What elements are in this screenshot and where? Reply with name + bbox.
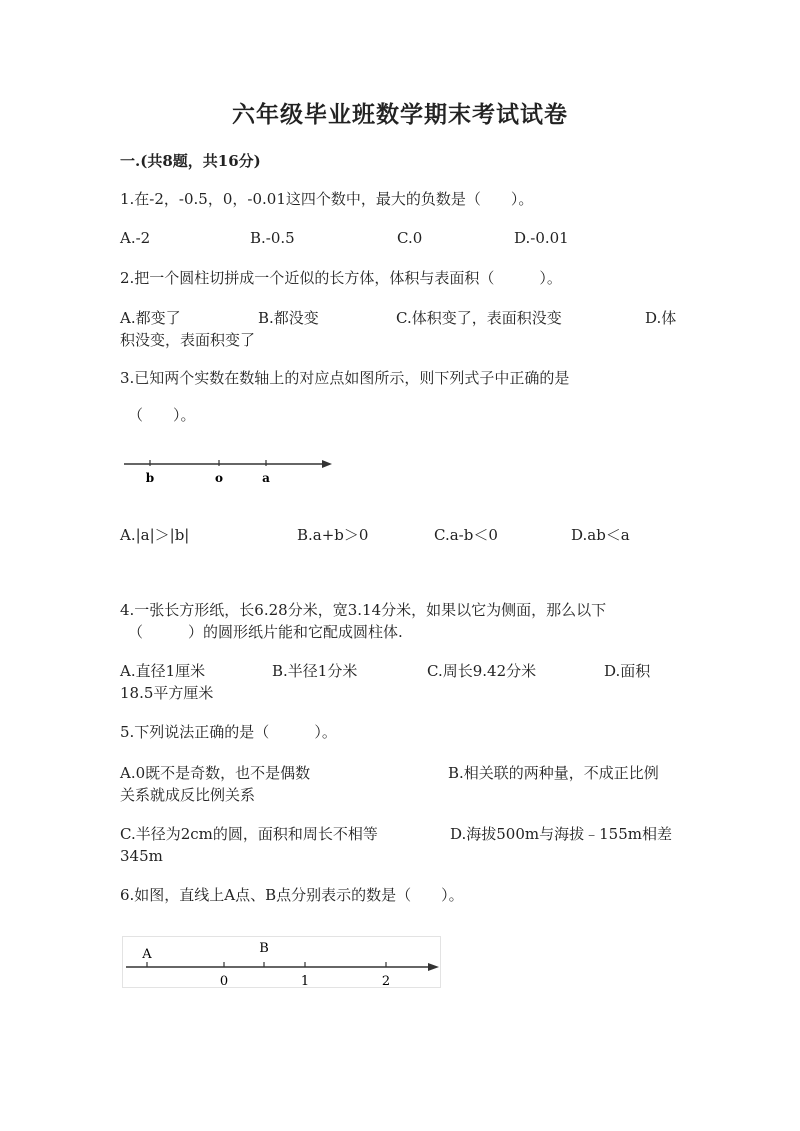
question-5-stem: 5.下列说法正确的是（ ）。	[120, 723, 337, 741]
question-2-stem: 2.把一个圆柱切拼成一个近似的长方体，体积与表面积（ ）。	[120, 269, 562, 287]
number-line-arrow-icon	[322, 460, 332, 468]
question-1-option-c: C.0	[397, 229, 423, 247]
question-5-option-a: A.0既不是奇数，也不是偶数	[120, 764, 311, 782]
question-5-option-d-cont: 345m	[120, 847, 163, 865]
question-4-option-c: C.周长9.42分米	[427, 662, 537, 680]
figure-frame	[123, 937, 441, 988]
label-b: b	[145, 471, 155, 485]
section-heading: 一.(共8题，共16分)	[120, 152, 261, 170]
label-2: 2	[381, 974, 391, 988]
question-3-option-d: D.ab＜a	[571, 526, 630, 544]
label-1: 1	[300, 974, 310, 988]
question-4-option-d-cont: 18.5平方厘米	[120, 684, 214, 702]
question-2-option-a: A.都变了	[120, 309, 181, 327]
question-3-stem-line2: （ ）。	[128, 406, 196, 424]
question-3-number-line	[118, 452, 338, 492]
question-4-option-a: A.直径1厘米	[120, 662, 206, 680]
question-5-option-c: C.半径为2cm的圆，面积和周长不相等	[120, 825, 378, 843]
question-1-option-d: D.-0.01	[514, 229, 569, 247]
question-4-option-b: B.半径1分米	[272, 662, 358, 680]
number-line-arrow-icon	[428, 963, 439, 971]
exam-title: 六年级毕业班数学期末考试试卷	[232, 101, 568, 128]
label-o: o	[214, 471, 224, 485]
question-4-stem-line1: 4.一张长方形纸，长6.28分米，宽3.14分米，如果以它为侧面，那么以下	[120, 601, 607, 619]
question-4-option-d: D.面积	[604, 662, 651, 680]
question-5-option-b: B.相关联的两种量，不成正比例	[448, 764, 659, 782]
question-1-option-a: A.-2	[120, 229, 151, 247]
question-2-option-b: B.都没变	[258, 309, 319, 327]
label-a: a	[262, 471, 270, 485]
question-2-option-c: C.体积变了，表面积没变	[396, 309, 562, 327]
question-4-stem-line2: （ ）的圆形纸片能和它配成圆柱体.	[128, 623, 403, 641]
question-5-option-d: D.海拔500m与海拔﹣155m相差	[450, 825, 672, 843]
question-3-option-b: B.a+b＞0	[297, 526, 369, 544]
label-B: B	[259, 941, 269, 956]
label-A: A	[142, 947, 152, 962]
question-6-number-line	[122, 936, 444, 988]
question-1-stem: 1.在-2，-0.5，0，-0.01这四个数中，最大的负数是（ ）。	[120, 190, 534, 208]
question-5-option-b-cont: 关系就成反比例关系	[120, 786, 256, 804]
question-6-stem: 6.如图，直线上A点、B点分别表示的数是（ ）。	[120, 886, 464, 904]
question-1-option-b: B.-0.5	[250, 229, 295, 247]
label-0: 0	[219, 974, 229, 988]
question-3-stem-line1: 3.已知两个实数在数轴上的对应点如图所示，则下列式子中正确的是	[120, 369, 570, 387]
question-2-option-d: D.体	[645, 309, 677, 327]
question-2-option-d-cont: 积没变，表面积变了	[120, 331, 256, 349]
question-3-option-a: A.|a|＞|b|	[120, 526, 190, 544]
question-3-option-c: C.a-b＜0	[434, 526, 498, 544]
